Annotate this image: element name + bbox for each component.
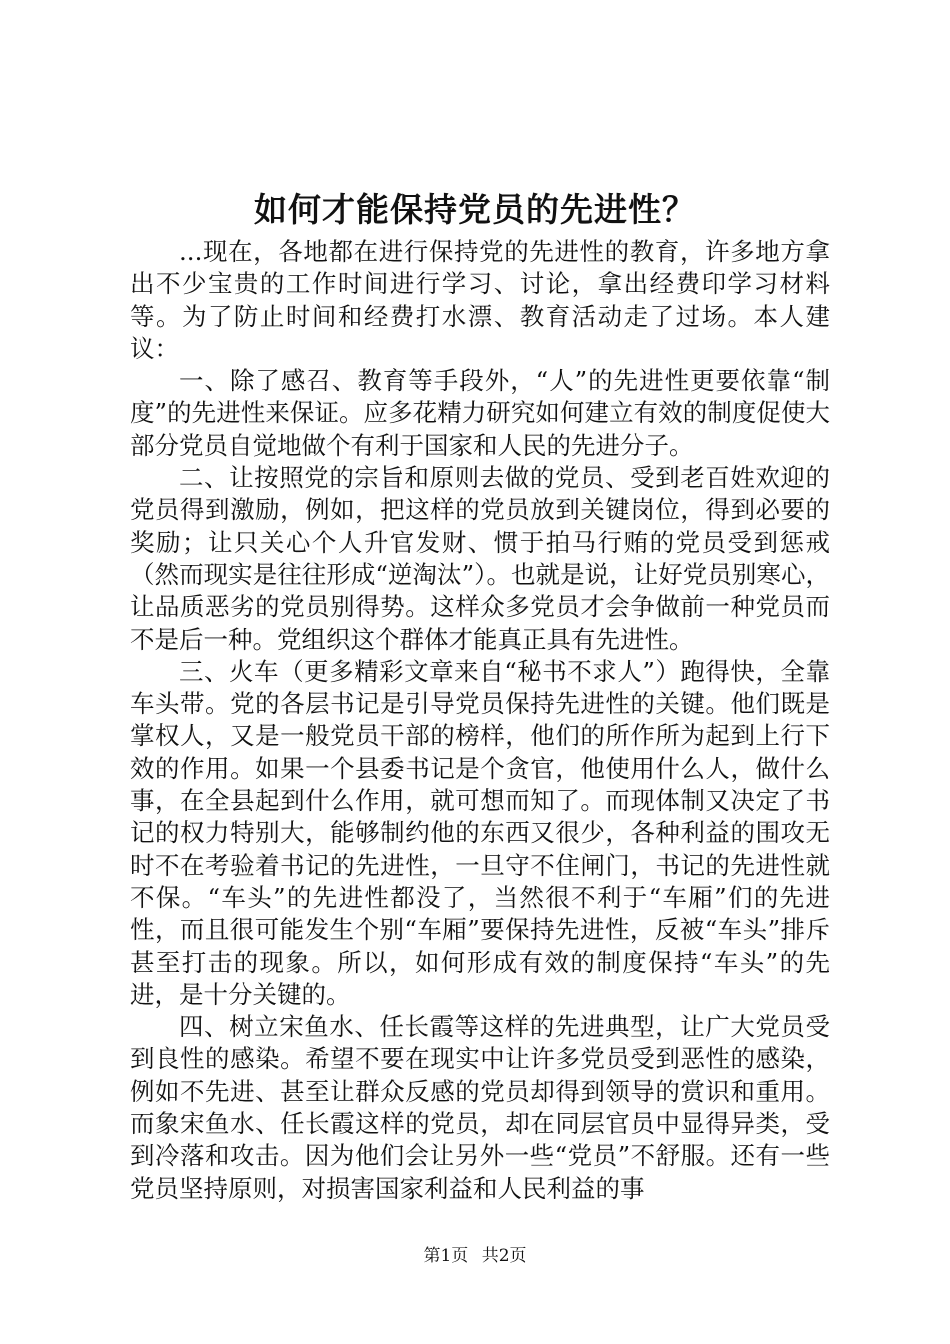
- paragraph-point-1: 一、除了感召、教育等手段外，“人”的先进性更要依靠“制度”的先进性来保证。应多花精力研究如何建立有效的制度促使大部分党员自觉地做个有利于国家和人民的先进分子。: [130, 366, 830, 460]
- page-footer: [0, 1244, 950, 1268]
- paragraph-point-2: 二、让按照党的宗旨和原则去做的党员、受到老百姓欢迎的党员得到激励，例如，把这样的党员放到关键岗位，得到必要的奖励；让只关心个人升官发财、惯于拍马行贿的党员受到惩戒（然而现实是往往形成“逆淘汰”）。也就是说，让好党员别寒心，让品质恶劣的党员别得势。这样众多党员才会争做前一种党员而不是后一种。党组织这个群体才能真正具有先进性。: [130, 463, 830, 654]
- page-number-current: 第1页: [423, 1246, 469, 1266]
- paragraph-point-3: 三、火车（更多精彩文章来自“秘书不求人”）跑得快，全靠车头带。党的各层书记是引导党员保持先进性的关键。他们既是掌权人，又是一般党员干部的榜样，他们的所作所为起到上行下效的作用。如果一个县委书记是个贪官，他使用什么人，做什么事，在全县起到什么作用，就可想而知了。而现体制又决定了书记的权力特别大，能够制约他的东西又很少，各种利益的围攻无时不在考验着书记的先进性，一旦守不住闸门，书记的先进性就不保。“车头”的先进性都没了，当然很不利于“车厢”们的先进性，而且很可能发生个别“车厢”要保持先进性，反被“车头”排斥甚至打击的现象。所以，如何形成有效的制度保持“车头”的先进，是十分关键的。: [130, 656, 830, 1009]
- paragraph-point-4: 四、树立宋鱼水、任长霞等这样的先进典型，让广大党员受到良性的感染。希望不要在现实中让许多党员受到恶性的感染，例如不先进、甚至让群众反感的党员却得到领导的赏识和重用。而象宋鱼水、任长霞这样的党员，却在同层官员中显得异类，受到冷落和攻击。因为他们会让另外一些“党员”不舒服。还有一些党员坚持原则，对损害国家利益和人民利益的事: [130, 1012, 830, 1203]
- document-body: [130, 236, 830, 1205]
- page-number-total: 共2页: [481, 1246, 527, 1266]
- document-title: 如何才能保持党员的先进性？: [254, 190, 696, 229]
- paragraph-intro: ...现在，各地都在进行保持党的先进性的教育，许多地方拿出不少宝贵的工作时间进行学习、讨论，拿出经费印学习材料等。为了防止时间和经费打水漂、教育活动走了过场。本人建议：: [130, 237, 830, 363]
